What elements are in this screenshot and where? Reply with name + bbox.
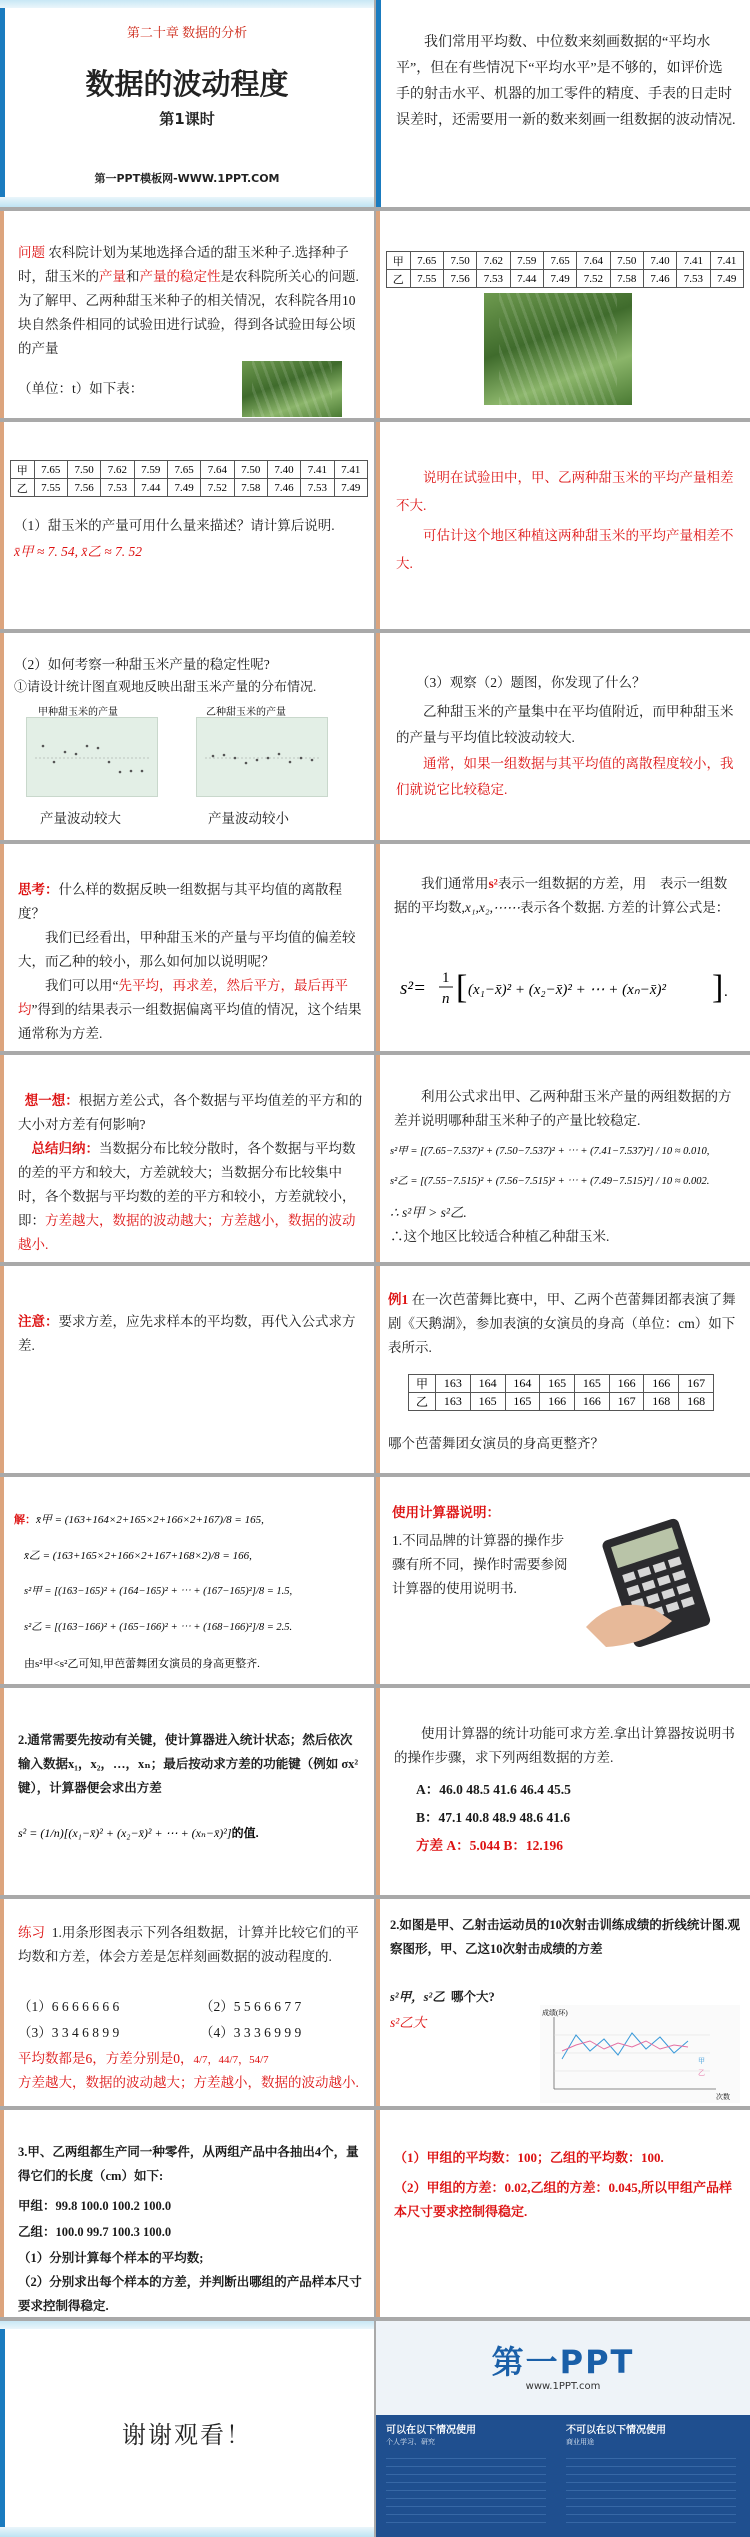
slide-question2	[0, 633, 374, 840]
calculator-icon	[576, 1517, 736, 1647]
variance-jia-formula: s²甲 = [(7.65−7.537)² + (7.50−7.537)² + ⋯ + (7.41−7.537)²] / 10 ≈ 0.010,	[390, 1146, 710, 1157]
unit-text: （单位：t）如下表：	[18, 381, 144, 396]
practice2-question: s²甲，s²乙 哪个大?	[390, 1990, 495, 2004]
dataset-3: （3）3 3 4 6 8 9 9	[18, 2025, 120, 2040]
slide-question1	[0, 422, 374, 629]
practice-label: 练习	[18, 1925, 45, 1940]
compute-text: 利用公式求出甲、乙两种甜玉米产量的两组数据的方差并说明哪种甜玉米种子的产量比较稳定.	[394, 1089, 732, 1128]
svg-text:n: n	[442, 991, 450, 1007]
forbidden-note: 商业用途	[566, 2438, 594, 2446]
slide-thanks	[0, 2321, 374, 2537]
calculator-title: 使用计算器说明：	[392, 1505, 500, 1520]
example-label: 例1	[388, 1292, 409, 1307]
scatter-chart-jia	[26, 717, 158, 797]
table-row: 乙 163 165 165 166 166 167 168 168	[409, 1393, 714, 1411]
calc-steps-text: 2.通常需要先按动有关键，使计算器进入统计状态；然后依次输入数据x₁，x₂，…，xₙ；最后按动求方差的功能键（例如 σx² 键），计算器便会求出方差	[18, 1733, 359, 1795]
slide-example1	[376, 1266, 750, 1473]
summary-text: 总结归纳：当数据分布比较分散时，各个数据与平均数的差的平方和较大，方差就较大；当数据分布比较集中时，各个数据与平均数的差的平方和较小，方差就较小，即：方差越大，数据的波动越大；方差越小，数据的波动越小.	[18, 1141, 356, 1252]
compare-result: ∴ s²甲 > s²乙.	[390, 1205, 467, 1220]
note-text: 注意：要求方差，应先求样本的平均数，再代入公式求方差.	[18, 1314, 356, 1353]
slide-table	[376, 211, 750, 418]
mean-answer: x̄甲 ≈ 7. 54, x̄乙 ≈ 7. 52	[14, 544, 143, 559]
question-2-sub: ①请设计统计图直观地反映出甜玉米产量的分布情况.	[14, 679, 317, 694]
think-text: 思考：什么样的数据反映一组数据与其平均值的离散程度？	[18, 882, 342, 921]
reflect-text: 想一想：根据方差公式，各个数据与平均值差的平方和的大小对方差有何影响?	[18, 1093, 363, 1132]
calculator-text: 1.不同品牌的计算器的操作步骤有所不同，操作时需要参阅计算器的使用说明书.	[392, 1533, 568, 1596]
slide-conclusion1	[376, 422, 750, 629]
slide-practice1	[0, 1899, 374, 2106]
site-label: 第一PPT模板网-WWW.1PPT.COM	[94, 172, 280, 185]
dataset-2: （2）5 5 6 6 6 7 7	[200, 1999, 302, 2014]
example-question: 哪个芭蕾舞团女演员的身高更整齐？	[388, 1436, 604, 1451]
slide-variance-def	[376, 844, 750, 1051]
table-row: 甲 163 164 164 165 165 166 166 167	[409, 1375, 714, 1393]
dataset-a: A：46.0 48.5 41.6 46.4 45.5	[416, 1782, 571, 1797]
solution-line5: 由s²甲<s²乙可知,甲芭蕾舞团女演员的身高更整齐.	[24, 1658, 260, 1670]
dataset-b: B：47.1 40.8 48.9 48.6 41.6	[416, 1810, 571, 1825]
practice3-text: 3.甲、乙两组都生产同一种零件，从两组产品中各抽出4个，量得它们的长度（cm）如下:	[18, 2145, 359, 2183]
corn-field-photo	[484, 293, 632, 405]
allowed-note: 个人学习、研究	[386, 2438, 435, 2446]
group-jia-data: 甲组：99.8 100.0 100.2 100.0	[18, 2199, 172, 2213]
slide-title	[0, 0, 374, 207]
table-row: 甲 7.65 7.50 7.62 7.59 7.65 7.64 7.50 7.40 7.41 7.41	[387, 252, 744, 270]
dataset-1: （1）6 6 6 6 6 6 6	[18, 1999, 120, 2014]
scatter-points	[42, 745, 144, 774]
link-list-right	[566, 2453, 736, 2529]
reflect-label: 想一想：	[24, 1093, 79, 1108]
observation-p1: 乙种甜玉米的产量集中在平均值附近，而甲种甜玉米的产量与平均值比较波动较大.	[396, 704, 734, 745]
problem-label: 问题	[18, 245, 45, 260]
svg-text:[: [	[456, 969, 468, 1006]
dataset-4: （4）3 3 3 6 9 9 9	[200, 2025, 302, 2040]
slide-compute	[376, 1055, 750, 1262]
brand-url: www.1PPT.com	[525, 2381, 601, 2392]
svg-text:(x₁−x̄)² + (x₂−x̄)² + ⋯ + (xₙ−: (x₁−x̄)² + (x₂−x̄)² + ⋯ + (xₙ−x̄)²	[468, 982, 667, 998]
practice3-answer-1: （1）甲组的平均数：100；乙组的平均数：100.	[394, 2150, 664, 2165]
practice2-answer: s²乙大	[390, 2015, 427, 2030]
practice3-answer-2: （2）甲组的方差：0.02,乙组的方差：0.045,所以甲组产品样本尺寸要求控制得稳定.	[394, 2180, 733, 2219]
slide-practice3	[0, 2110, 374, 2317]
slide-solution	[0, 1477, 374, 1684]
slide-calculator	[376, 1477, 750, 1684]
problem-text: 问题 农科院计划为某地选择合适的甜玉米种子.选择种子时，甜玉米的产量和产量的稳定性是农科院所关心的问题. 为了解甲、乙两种甜玉米种子的相关情况，农科院各用10块自然条件相同的试验田进行试验，得到各试验田每公顷的产量	[18, 245, 359, 356]
svg-text:.: .	[724, 984, 728, 1000]
forbidden-heading: 不可以在以下情况使用	[566, 2425, 666, 2436]
corn-photo	[242, 361, 342, 417]
svg-text:1: 1	[442, 970, 450, 986]
y-axis-label: 成绩(环)	[542, 2009, 568, 2017]
scatter-points	[212, 753, 314, 765]
summary-label: 总结归纳：	[31, 1141, 99, 1156]
table-row: 甲 7.65 7.50 7.62 7.59 7.65 7.64 7.50 7.40 7.41 7.41	[11, 461, 368, 479]
lesson-label: 第1课时	[159, 110, 215, 128]
allowed-heading: 可以在以下情况使用	[386, 2425, 476, 2436]
slide-observation	[376, 633, 750, 840]
svg-text:s²=: s²=	[400, 978, 426, 999]
link-list-left	[386, 2453, 546, 2529]
observation-p2: 通常，如果一组数据与其平均值的离散程度较小，我们就说它比较稳定.	[396, 756, 734, 797]
chart-caption-yi: 乙种甜玉米的产量	[206, 707, 286, 718]
practice-text: 练习 1.用条形图表示下列各组数据，计算并比较它们的平均数和方差，体会方差是怎样刻画数据的波动程度的.	[18, 1925, 359, 1964]
slide-problem	[0, 211, 374, 418]
calc-variance-formula: s² = (1/n)[(x₁−x̄)² + (x₂−x̄)² + ⋯ + (xₙ−x̄)²]的值.	[18, 1826, 259, 1840]
scatter-chart-yi	[196, 717, 328, 797]
solution-line1: 解：x̄甲 = (163+164×2+165×2+166×2+167)/8 = 165,	[14, 1514, 264, 1526]
slide-practice2	[376, 1899, 750, 2106]
group-yi-data: 乙组：100.0 99.7 100.3 100.0	[18, 2225, 172, 2239]
think-p2: 我们已经看出，甲种甜玉米的产量与平均值的偏差较大，而乙种的较小，那么如何加以说明呢？	[18, 930, 356, 969]
slide-note	[0, 1266, 374, 1473]
practice3-q2: （2）分别求出每个样本的方差，并判断出哪组的产品样本尺寸要求控制得稳定.	[18, 2275, 362, 2313]
legend-jia: 甲	[698, 2057, 705, 2065]
question-3: （3）观察（2）题图，你发现了什么？	[416, 675, 646, 690]
calc-exercise-answer: 方差 A：5.044 B：12.196	[416, 1838, 564, 1853]
slide-calc-steps	[0, 1688, 374, 1895]
variance-formula	[396, 956, 736, 1016]
slide-reflect	[0, 1055, 374, 1262]
solution-line3: s²甲 = [(163−165)² + (164−165)² + ⋯ + (167−165)²]/8 = 1.5,	[24, 1586, 293, 1597]
intro-text: 我们常用平均数、中位数来刻画数据的“平均水平”，但在有些情况下“平均水平”是不够的，如评价选手的射击水平、机器的加工零件的精度、手表的日走时误差时，还需要用一新的数来刻画一组数据的波动情况.	[396, 35, 736, 128]
note-label: 注意：	[18, 1314, 59, 1329]
label-large-variation: 产量波动较大	[40, 811, 121, 826]
table-row: 乙 7.55 7.56 7.53 7.44 7.49 7.52 7.58 7.46 7.53 7.49	[11, 479, 368, 497]
thanks-text: 谢谢观看！	[122, 2421, 252, 2449]
conclusion-p2: 可估计这个地区种植这两种甜玉米的平均产量相差不大.	[396, 528, 734, 571]
variance-def-text: 我们通常用s²表示一组数据的方差，用 表示一组数据的平均数,x₁,x₂,⋯⋯表示各个数据. 方差的计算公式是：	[394, 876, 730, 915]
label-small-variation: 产量波动较小	[208, 811, 289, 826]
line-chart	[540, 2005, 740, 2103]
corn-table	[386, 251, 744, 288]
conclusion-p1: 说明在试验田中，甲、乙两种甜玉米的平均产量相差不大.	[396, 470, 734, 513]
slide-copyright	[376, 2321, 750, 2537]
calc-exercise-text: 使用计算器的统计功能可求方差.拿出计算器按说明书的操作步骤，求下列两组数据的方差.	[394, 1726, 735, 1765]
question-1: （1）甜玉米的产量可用什么量来描述？请计算后说明.	[14, 518, 335, 533]
svg-text:]: ]	[712, 969, 724, 1006]
solution-line4: s²乙 = [(163−166)² + (165−166)² + ⋯ + (168−166)²]/8 = 2.5.	[24, 1622, 293, 1633]
brand-logo: 第一PPT	[491, 2343, 635, 2381]
legend-yi: 乙	[698, 2069, 705, 2077]
table-row: 乙 7.55 7.56 7.53 7.44 7.49 7.52 7.58 7.46 7.53 7.49	[387, 270, 744, 288]
question-2: （2）如何考察一种甜玉米产量的稳定性呢?	[14, 657, 270, 672]
example-text: 例1 在一次芭蕾舞比赛中，甲、乙两个芭蕾舞团都表演了舞剧《天鹅湖》，参加表演的女演员的身高（单位：cm）如下表所示.	[388, 1292, 736, 1355]
slide-main-title: 数据的波动程度	[85, 67, 289, 101]
variance-yi-formula: s²乙 = [(7.55−7.515)² + (7.56−7.515)² + ⋯ + (7.49−7.515)²] / 10 ≈ 0.002.	[390, 1176, 710, 1187]
think-p3: 我们可以用“先平均，再求差，然后平方，最后再平均”得到的结果表示一组数据偏离平均值的情况，这个结果通常称为方差.	[18, 978, 362, 1041]
slide-calc-exercise	[376, 1688, 750, 1895]
corn-table-small	[10, 460, 368, 497]
slide-practice3-answer	[376, 2110, 750, 2317]
slide-intro	[376, 0, 750, 207]
x-axis-label: 次数	[716, 2093, 730, 2101]
license-panel	[376, 2415, 750, 2537]
practice2-text: 2.如图是甲、乙射击运动员的10次射击训练成绩的折线统计图.观察图形，甲、乙这10次射击成绩的方差	[390, 1918, 741, 1956]
chapter-label: 第二十章 数据的分析	[126, 25, 248, 40]
practice-answer-2: 方差越大，数据的波动越大；方差越小，数据的波动越小.	[18, 2075, 359, 2090]
compute-conclusion: ∴这个地区比较适合种植乙种甜玉米.	[390, 1229, 610, 1244]
solution-label: 解：	[14, 1514, 36, 1526]
solution-line2: x̄乙 = (163+165×2+166×2+167+168×2)/8 = 166,	[24, 1550, 252, 1562]
think-label: 思考：	[18, 882, 59, 897]
practice3-q1: （1）分别计算每个样本的平均数;	[18, 2251, 204, 2265]
height-table	[408, 1374, 714, 1411]
slide-think	[0, 844, 374, 1051]
chart-caption-jia: 甲种甜玉米的产量	[38, 707, 118, 718]
practice-answer-1: 平均数都是6，方差分别是0，4/7，44/7，54/7	[18, 2051, 269, 2066]
